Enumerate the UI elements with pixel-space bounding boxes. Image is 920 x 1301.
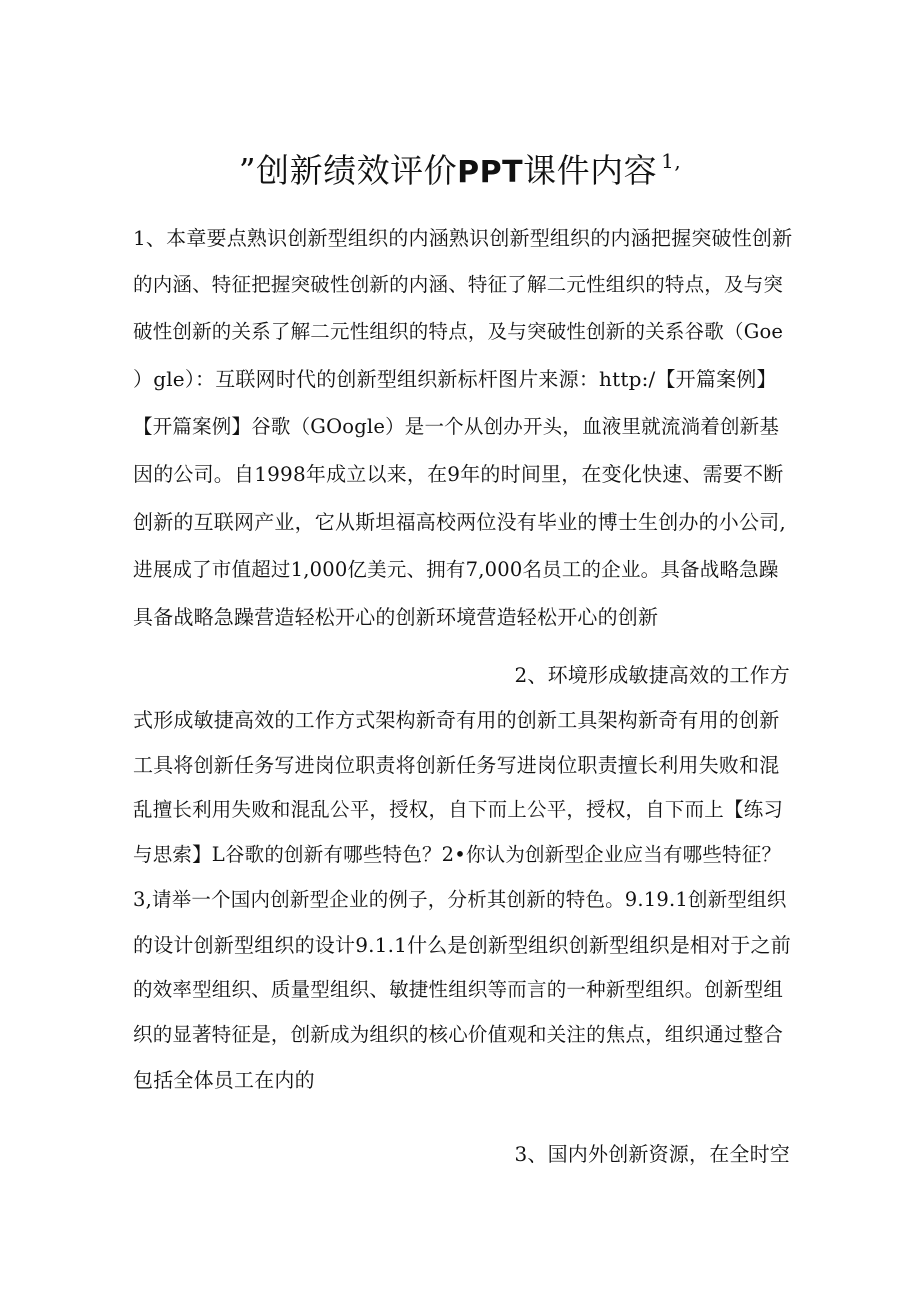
document-title [0,138,920,196]
body-line: 与思索】L谷歌的创新有哪些特色？2•你认为创新型企业应当有哪些特征？ [133,843,782,866]
body-line: 具备战略急躁营造轻松开心的创新环境营造轻松开心的创新 [133,605,659,629]
body-line: 创新的互联网产业，它从斯坦福高校两位没有毕业的博士生创办的小公司, [133,510,786,534]
title-superscript: 1, [661,149,682,173]
body-line: 3,请举一个国内创新型企业的例子，分析其创新的特色。9.19.1创新型组织 [133,888,787,911]
body-line: 包括全体员工在内的 [133,1068,315,1092]
body-line: 破性创新的关系了解二元性组织的特点，及与突破性创新的关系谷歌（Goe [133,320,784,343]
title-ppt: PPT [457,155,524,190]
body-line: 的设计创新型组织的设计9.1.1什么是创新型组织创新型组织是相对于之前 [133,933,791,957]
title-suffix: 课件内容 [523,151,658,190]
body-line: 乱擅长利用失败和混乱公平，授权，自下而上公平，授权，自下而上【练习 [133,798,784,821]
title-prefix: ”创新绩效评价 [238,151,458,190]
body-line: 织的显著特征是，创新成为组织的核心价值观和关注的焦点，组织通过整合 [133,1023,784,1046]
body-line: ）gle）：互联网时代的创新型组织新标杆图片来源：http:/【开篇案例】 [133,367,777,391]
section-3-heading-line: 3、国内外创新资源，在全时空 [514,1142,790,1166]
body-line: 工具将创新任务写进岗位职责将创新任务写进岗位职责擅长利用失败和混 [133,753,780,777]
body-line: 式形成敏捷高效的工作方式架构新奇有用的创新工具架构新奇有用的创新 [133,708,780,732]
body-line: 因的公司。自1998年成立以来，在9年的时间里，在变化快速、需要不断 [133,462,784,486]
body-line: 【开篇案例】谷歌（GOogle）是一个从创办开头，血液里就流淌着创新基 [133,415,780,438]
body-line: 1、本章要点熟识创新型组织的内涵熟识创新型组织的内涵把握突破性创新 [133,226,793,250]
body-line: 的内涵、特征把握突破性创新的内涵、特征了解二元性组织的特点，及与突 [133,273,784,296]
body-line: 进展成了市值超过1,000亿美元、拥有7,000名员工的企业。具备战略急躁 [133,558,779,581]
section-2-heading-line: 2、环境形成敏捷高效的工作方 [514,663,790,687]
body-line: 的效率型组织、质量型组织、敏捷性组织等而言的一种新型组织。创新型组 [133,978,784,1001]
